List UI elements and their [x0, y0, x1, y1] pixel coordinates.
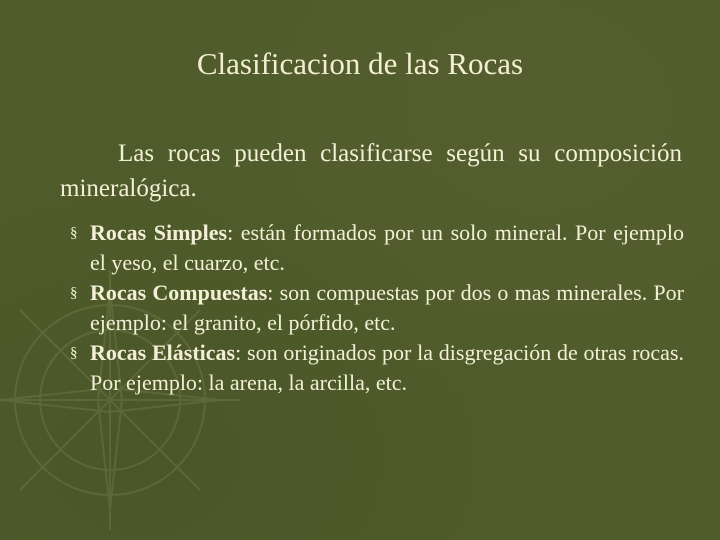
intro-paragraph: [60, 136, 682, 206]
list-item-text: : están formados por un solo mineral. Por ejemplo el yeso, el cuarzo, etc.: [90, 220, 684, 275]
list-item-text: : son originados por la disgregación de otras rocas. Por ejemplo: la arena, la arcilla, etc.: [90, 340, 685, 395]
slide-title: Clasificacion de las Rocas: [196, 46, 524, 81]
list-item-term: Rocas Elásticas: [90, 340, 236, 365]
list-item: [72, 278, 684, 338]
intro-text: Las rocas pueden clasificarse según su composición mineralógica.: [60, 140, 682, 202]
rock-types-list: [72, 218, 684, 398]
bullet-icon: §: [70, 225, 78, 241]
list-item-term: Rocas Compuestas: [90, 280, 268, 305]
list-item-text: : son compuestas por dos o mas minerales. Por ejemplo: el granito, el pórfido, etc.: [90, 280, 684, 335]
list-item: [72, 338, 684, 398]
list-item: [72, 218, 684, 278]
bullet-icon: §: [70, 285, 78, 301]
list-item-term: Rocas Simples: [90, 220, 228, 245]
bullet-icon: §: [70, 345, 78, 361]
